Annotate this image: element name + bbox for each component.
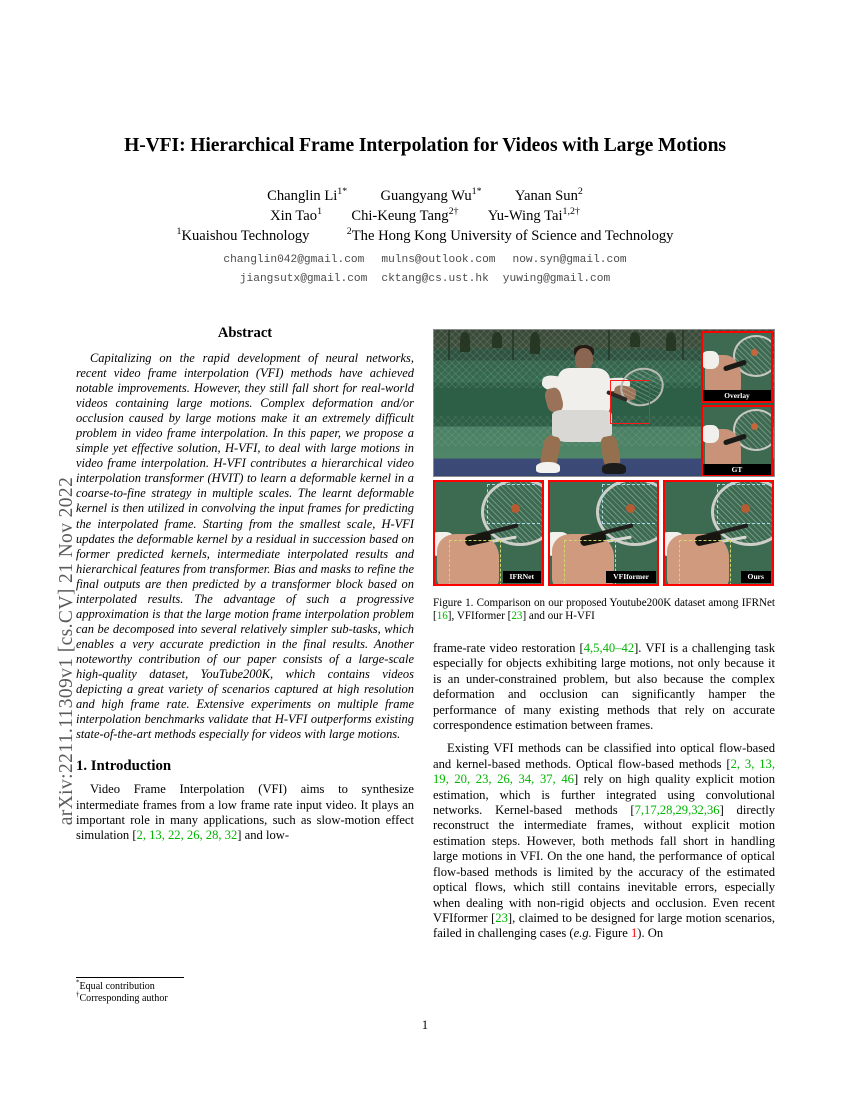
author-row-2	[76, 206, 774, 226]
intro-paragraph-1: Video Frame Interpolation (VFI) aims to synthesize intermediate frames from a low frame rate input video. It plays an important role in many applications, such as slow-motion effect simulation [2, 13, 22, 26, 28, 32] and low-	[76, 782, 414, 843]
abstract-text: Capitalizing on the rapid development of neural networks, recent video frame interpolation (VFI) methods have achieved notable improvements. However, they still fall short for real-world videos containing large motions. Complex deformation and/or occlusion caused by large motions make it an extremely difficult problem in video frame interpolation. In this paper, we propose a simple yet effective solution, H-VFI, to deal with large motions in video frame interpolation. H-VFI contributes a hierarchical video interpolation transformer (HVIT) to learn a deformable kernel in a coarse-to-fine strategy in multiple scales. The learnt deformable kernel is then utilized in convolving the input frames for predicting the interpolated frame. Starting from the smallest scale, H-VFI updates the deformable kernel by a residual in succession based on former predicted kernels, intermediate interpolated results and hierarchical features from transformer. Bias and masks to refine the final outputs are then predicted by a transformer block based on interpolated results. The advantage of such a progressive approximation is that the large motion frame interpolation problem can be decomposed into several relatively simpler sub-tasks, which enables a very accurate prediction in the final results. Another noteworthy contribution of our paper consists of a large-scale high-quality dataset, YouTube200K, which contains videos depicting a great variety of scenarios captured at high resolution and high frame rate. Extensive experiments on multiple frame interpolation benchmarks validate that H-VFI outperforms existing state-of-the-art methods especially for videos with large motions.	[76, 351, 414, 742]
player-head	[575, 348, 593, 370]
author-affiliation-marker: 2†	[448, 206, 459, 218]
inset-wristband	[701, 425, 719, 443]
author-name: Yanan Sun$^2$	[514, 186, 583, 204]
panel-label-ifrnet: IFRNet	[503, 571, 541, 583]
author-name: Xin Tao$^1$	[270, 206, 323, 224]
tree-silhouette	[492, 332, 502, 348]
panel-dashed-box-top	[602, 484, 659, 524]
author-affiliation-marker: 1,2†	[562, 206, 580, 218]
footnote-divider	[76, 977, 184, 978]
author-row-1	[76, 186, 774, 206]
author-name: Yu-Wing Tai$^{1,2\dagger}$	[487, 206, 580, 224]
latin-abbrev: e.g.	[573, 926, 592, 941]
right-paragraph-2: Existing VFI methods can be classified into optical flow-based and kernel-based methods. Optical flow-based methods [2, 3, 13, 19, 20, 23, 26, 34, 37, 46] rely on high quality explicit motion estimation, which is further integrated using convolutional networks. Kernel-based methods [7,17,28,29,32,36] directly reconstruct the intermediate frames, without explicit motion estimation steps. However, both methods fall short in handling large motions in VFI. On the one hand, the performance of optical flow-based methods is limited by the accuracy of the estimated optical flows, which still contains inevitable errors, especially when dealing with non-rigid objects and occlusion. Even recent VFIformer [23], claimed to be designed for large motion scenarios, failed in challenging cases (e.g. Figure 1). On	[433, 741, 776, 941]
figure-1-caption: Figure 1. Comparison on our proposed Youtube200K dataset among IFRNet [16], VFIformer [23] and our H-VFI	[433, 597, 775, 623]
tree-silhouette	[530, 332, 540, 354]
panel-dashed-box-bottom	[679, 540, 731, 586]
author-list	[76, 186, 774, 226]
footnote-item: *Equal contribution	[76, 979, 155, 992]
comparison-panel-vfiformer	[548, 480, 659, 586]
inset-wristband	[701, 351, 719, 369]
footnote-marker: †	[76, 992, 80, 1000]
citation-group[interactable]: 2, 3, 13, 19, 20, 23, 26, 34, 37, 46	[433, 756, 775, 787]
inset-overlay	[701, 331, 773, 403]
citation-group[interactable]: 4,5,40–42	[583, 641, 635, 655]
citation-group[interactable]: 2, 13, 22, 26, 28, 32	[136, 828, 238, 843]
affiliation: $^1$Kuaishou Technology	[176, 226, 310, 244]
citation-group[interactable]: 7,17,28,29,32,36	[634, 803, 720, 818]
figure-1	[433, 329, 775, 581]
player-shoe-left	[536, 462, 560, 473]
panel-dashed-box-top	[487, 484, 544, 524]
inset-label-overlay: Overlay	[703, 390, 771, 401]
inset-ball	[751, 349, 758, 356]
section-heading-introduction: 1. Introduction	[76, 758, 172, 775]
fence-post	[682, 330, 684, 360]
footnote-list	[76, 981, 414, 1006]
email-row-2	[76, 270, 774, 289]
tree-silhouette	[460, 332, 470, 352]
tree-silhouette	[630, 332, 640, 347]
author-affiliation-marker: 1	[317, 206, 323, 218]
figure-comparison-row	[433, 480, 775, 586]
panel-label-ours: Ours	[741, 571, 771, 583]
player-shoe-right	[602, 463, 626, 474]
citation-group[interactable]: 23	[495, 910, 508, 925]
panel-dashed-box-top	[717, 484, 774, 524]
page-title: H-VFI: Hierarchical Frame Interpolation for Videos with Large Motions	[124, 135, 726, 156]
affiliation-list	[76, 228, 774, 245]
author-affiliation-marker: 1*	[337, 186, 348, 198]
author-affiliation-marker: 1*	[471, 186, 482, 198]
panel-label-vfiformer: VFIformer	[606, 571, 656, 583]
inset-ground-truth	[701, 405, 773, 477]
player-torso	[558, 368, 610, 414]
email-address[interactable]: yuwing@gmail.com	[502, 273, 611, 285]
arxiv-stamp: arXiv:2211.11309v1 [cs.CV] 21 Nov 2022	[56, 476, 77, 826]
citation-ref[interactable]: 16	[436, 610, 448, 623]
email-row-1	[76, 251, 774, 270]
email-address[interactable]: mulns@outlook.com	[381, 254, 496, 266]
fence-post	[608, 330, 610, 360]
page-number: 1	[421, 1018, 429, 1032]
right-paragraph-1: frame-rate video restoration [4,5,40–42]. VFI is a challenging task especially for objects exhibiting large motions, not only because it is an under-constrained problem, but also because the complex deformation and occlusion can significantly hamper the performance of many existing methods that rely on accurate correspondence estimation between frames.	[433, 641, 775, 733]
email-address[interactable]: changlin042@gmail.com	[223, 254, 365, 266]
inset-label-gt: GT	[703, 464, 771, 475]
figure-main-image	[433, 329, 775, 477]
panel-dashed-box-bottom	[449, 540, 501, 586]
inset-ball	[751, 423, 758, 430]
comparison-panel-ours	[663, 480, 774, 586]
tree-silhouette	[666, 332, 676, 351]
citation-ref[interactable]: 23	[511, 610, 523, 623]
right-column	[433, 641, 775, 942]
footnote-marker: *	[76, 979, 80, 987]
email-address[interactable]: cktang@cs.ust.hk	[381, 273, 489, 285]
left-column	[76, 325, 414, 844]
email-address[interactable]: now.syn@gmail.com	[512, 254, 627, 266]
fence-post	[512, 330, 514, 360]
abstract-heading: Abstract	[217, 325, 273, 341]
author-name: Chi-Keung Tang$^{2\dagger}$	[351, 206, 459, 224]
email-address[interactable]: jiangsutx@gmail.com	[239, 273, 368, 285]
footnote-item: †Corresponding author	[76, 992, 168, 1005]
region-of-interest-box	[610, 380, 650, 424]
email-list	[76, 251, 774, 289]
affiliation: $^2$The Hong Kong University of Science and Technology	[346, 226, 674, 244]
fence-post	[448, 330, 450, 360]
affiliation-marker: 2	[346, 226, 352, 238]
comparison-panel-ifrnet	[433, 480, 544, 586]
affiliation-marker: 1	[176, 226, 182, 238]
author-name: Guangyang $Wu^{1*}$	[380, 186, 482, 204]
figure-reference[interactable]: 1	[630, 926, 638, 941]
author-name: Changlin $Li^{1*}$	[267, 186, 348, 204]
author-affiliation-marker: 2	[577, 186, 583, 198]
